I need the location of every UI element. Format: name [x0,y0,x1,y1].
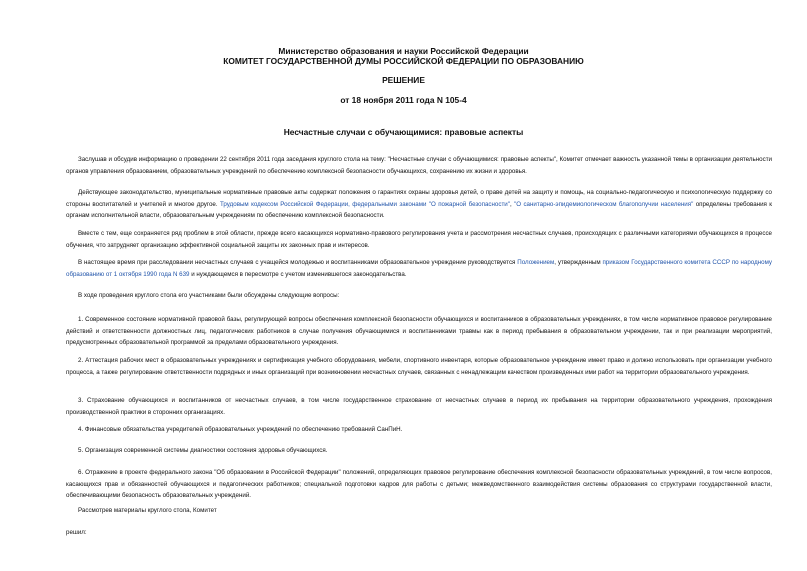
list-item-5: 5. Организация современной системы диагностики состояния здоровья обучающихся. [78,447,328,454]
regulation-text-mid: , утвержденным [554,259,603,266]
legislation-text-end: определены требования к органам исполнительной власти, образовательным учреждениям по обеспечению комплексной безопасности. [66,200,772,219]
labor-code-link[interactable]: Трудовым кодексом Российской Федерации, федеральными законами "О пожарной безопасности" [219,200,510,208]
legislation-text: Действующее законодательство, муниципальные нормативные правовые акты содержат положения о гарантиях охраны здоровья детей, о праве детей на защиту и помощь, на социально-педагогическую и психологическую поддержку со стороны воспитателей и учителей и многое другое. [66,189,772,208]
regulation-text: В настоящее время при расследовании несчастных случаев с учащейся молодежью и воспитанниками образовательное учреждение руководствуется [78,259,518,266]
legislation-separator: , [509,200,515,208]
list-item-1: 1. Современное состояние нормативной правовой базы, регулирующей вопросы обеспечения комплексной безопасности обучающихся и воспитанников в образовательных учреждениях, в том числе нормативное правовое регулирование действий и ответственности должностных лиц, педагогических работников в случае получения обучающимися и воспитанниками травмы как в период пребывания в образовательном учреждении, так и при реализации мероприятий, предусмотренных образовательной программой за пределами образовательного учреждения. [66,316,772,346]
paragraph-problems: Вместе с тем, еще сохраняется ряд проблем в этой области, прежде всего касающихся нормативно-правового регулирования учета и рассмотрения несчастных случаев, происходящих с различными категориями обучающихся в процессе обучения, что затрудняет организацию эффективной социальной защиты их законных прав и интересов. [66,230,772,249]
ministry-heading: Министерство образования и науки Российской Федерации [278,46,529,56]
list-item-2: 2. Аттестация рабочих мест в образовательных учреждениях и сертификация учебного оборудования, мебели, спортивного инвентаря, которые образовательное учреждение имеет право и должно использовать при организации учебного процесса, а также регулирование ответственности подрядных и иных организаций при возникновении несчастных случаев, связанных с ненадлежащим качеством произведенных ими работ на территории образовательного учреждения. [66,357,772,376]
committee-heading: КОМИТЕТ ГОСУДАРСТВЕННОЙ ДУМЫ РОССИЙСКОЙ ФЕДЕРАЦИИ ПО ОБРАЗОВАНИЮ [223,56,584,66]
paragraph-questions-intro: В ходе проведения круглого стола его участниками были обсуждены следующие вопросы: [78,292,340,299]
document-type: РЕШЕНИЕ [382,75,425,85]
regulation-link[interactable]: Положением [517,259,555,266]
order-link[interactable]: приказом Государственного комитета СССР по народному образованию от 1 октября 1990 года N 639 [66,259,772,278]
list-item-4: 4. Финансовые обязательства учредителей образовательных учреждений по обеспечению требований СанПиН. [78,426,403,433]
document-date: от 18 ноября 2011 года N 105-4 [340,95,467,105]
paragraph-intro: Заслушав и обсудив информацию о проведении 22 сентября 2011 года заседания круглого стола на тему: "Несчастные случаи с обучающимися: правовые аспекты", Комитет отмечает важность указанной темы в организации деятельности органов управления образованием, образовательных учреждений по обеспечению комплексной безопасности обучающихся, сохранению их жизни и здоровья. [66,156,772,175]
paragraph-decided: решил: [66,529,87,536]
paragraph-conclusion: Рассмотрев материалы круглого стола, Комитет [78,507,217,514]
list-item-6: 6. Отражение в проекте федерального закона "Об образовании в Российской Федерации" положений, определяющих правовое регулирование обеспечения комплексной безопасности образовательных учреждений, в том числе вопросов, касающихся прав и обязанностей обучающихся и педагогических работников; специальной подготовки кадров для работы с детьми; межведомственного взаимодействия системы образования со структурами государственной власти, обеспечивающими безопасность образовательных учреждений. [66,469,772,499]
sanitary-law-link[interactable]: "О санитарно-эпидемиологическом благополучии населения" [514,200,694,208]
paragraph-regulation [66,257,772,280]
paragraph-legislation [66,187,772,222]
regulation-text-end: и нуждающемся в пересмотре с учетом изменившегося законодательства. [189,270,407,278]
document-title: Несчастные случаи с обучающимися: правовые аспекты [283,127,524,137]
list-item-3: 3. Страхование обучающихся и воспитанников от несчастных случаев, в том числе государственное страхование от несчастных случаев в период их пребывания на территории образовательного учреждения, прохождения производственной практики в сторонних организациях. [66,397,772,416]
